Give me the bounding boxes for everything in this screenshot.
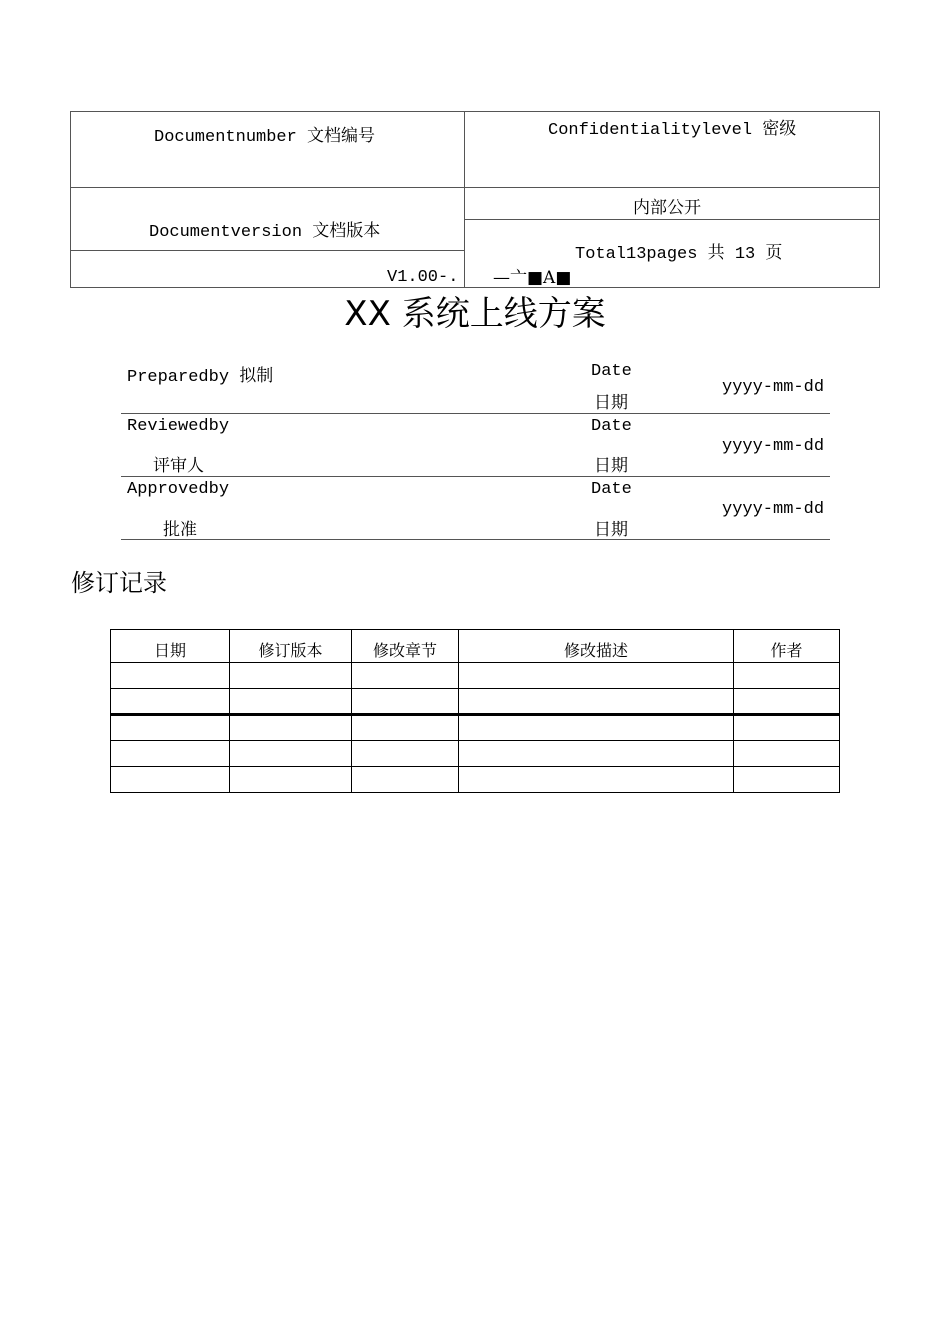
divider [121, 476, 830, 477]
garbled-text: —亠■A■ [493, 268, 572, 288]
table-cell[interactable] [230, 715, 352, 741]
column-header-description: 修改描述 [459, 630, 734, 663]
doc-number-label: Documentnumber 文档编号 [154, 128, 376, 147]
table-cell[interactable] [111, 663, 230, 689]
version-value: V1.00-. [387, 268, 459, 287]
page-title: XX 系统上线方案 [344, 294, 606, 334]
column-header-author: 作者 [734, 630, 840, 663]
table-cell[interactable] [352, 689, 459, 715]
table-cell[interactable] [352, 715, 459, 741]
table-cell[interactable] [734, 767, 840, 793]
divider [71, 250, 464, 251]
table-cell[interactable] [352, 663, 459, 689]
approved-by-label: Approvedby [127, 480, 230, 499]
table-cell[interactable] [734, 715, 840, 741]
revision-section-title: 修订记录 [71, 569, 167, 597]
table-cell[interactable] [111, 741, 230, 767]
table-row [111, 715, 840, 741]
revision-table [110, 629, 840, 793]
date-value: yyyy-mm-dd [722, 378, 825, 397]
column-header-section: 修改章节 [352, 630, 459, 663]
document-info-table [70, 111, 880, 288]
table-cell[interactable] [459, 663, 734, 689]
date-label: Date [591, 417, 632, 436]
doc-version-label: Documentversion 文档版本 [149, 223, 381, 242]
table-cell[interactable] [734, 689, 840, 715]
reviewed-by-label: Reviewedby [127, 417, 230, 436]
divider [121, 413, 830, 414]
table-cell[interactable] [734, 741, 840, 767]
table-cell[interactable] [230, 689, 352, 715]
table-cell[interactable] [734, 663, 840, 689]
divider [121, 539, 830, 540]
table-cell[interactable] [230, 767, 352, 793]
table-cell[interactable] [459, 767, 734, 793]
date-label: Date [591, 480, 632, 499]
confidentiality-label: Confidentialitylevel 密级 [548, 121, 797, 140]
approved-by-label-cn: 批准 [163, 520, 197, 540]
date-label-cn: 日期 [594, 393, 628, 413]
confidentiality-value: 内部公开 [633, 198, 701, 218]
divider [464, 112, 465, 287]
divider [71, 187, 879, 188]
date-label: Date [591, 362, 632, 381]
table-row [111, 741, 840, 767]
prepared-by-label: Preparedby 拟制 [127, 368, 274, 387]
table-cell[interactable] [230, 741, 352, 767]
table-cell[interactable] [459, 715, 734, 741]
divider [464, 219, 879, 220]
reviewed-by-label-cn: 评审人 [153, 456, 204, 476]
table-cell[interactable] [459, 689, 734, 715]
table-row [111, 689, 840, 715]
table-cell[interactable] [352, 741, 459, 767]
date-value: yyyy-mm-dd [722, 437, 825, 456]
table-row [111, 663, 840, 689]
table-cell[interactable] [111, 715, 230, 741]
table-cell[interactable] [459, 741, 734, 767]
table-cell[interactable] [352, 767, 459, 793]
column-header-version: 修订版本 [230, 630, 352, 663]
date-value: yyyy-mm-dd [722, 500, 825, 519]
table-row [111, 767, 840, 793]
table-cell[interactable] [111, 767, 230, 793]
table-cell[interactable] [111, 689, 230, 715]
column-header-date: 日期 [111, 630, 230, 663]
table-header-row [111, 630, 840, 663]
total-pages: Total13pages 共 13 页 [575, 245, 783, 264]
table-cell[interactable] [230, 663, 352, 689]
date-label-cn: 日期 [594, 456, 628, 476]
date-label-cn: 日期 [594, 520, 628, 540]
